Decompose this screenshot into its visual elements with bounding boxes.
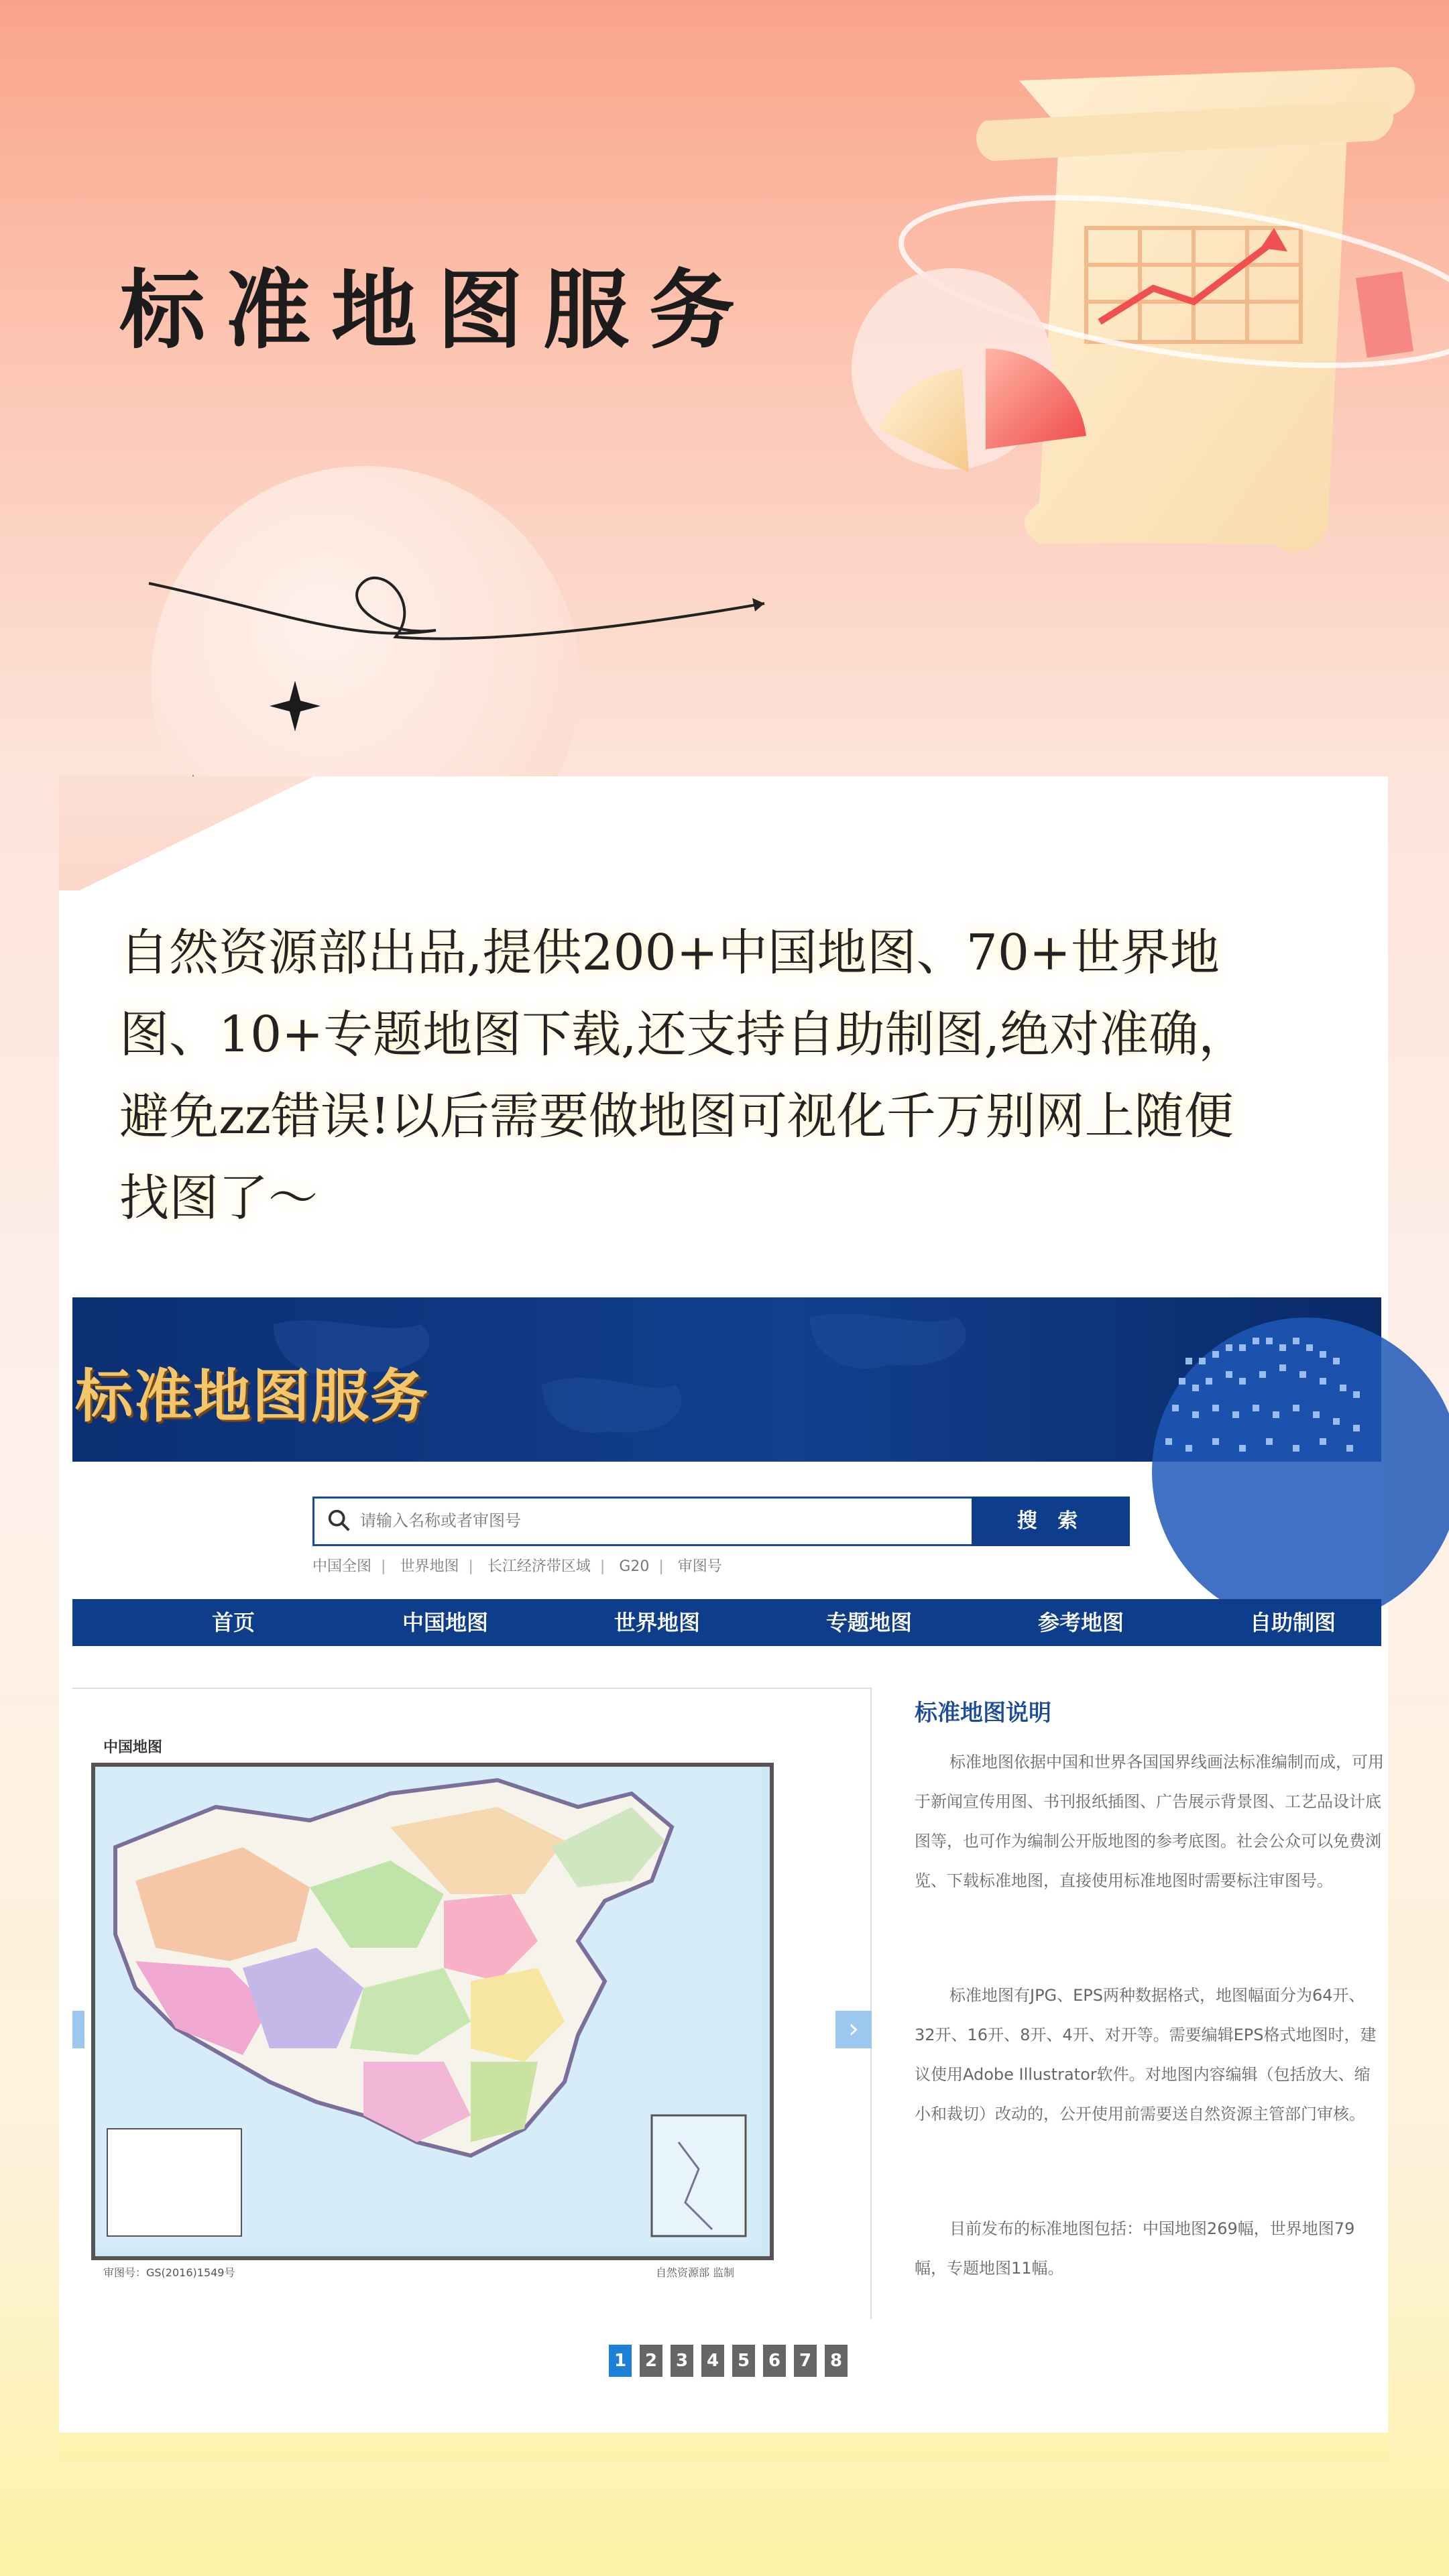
page-button[interactable]: 4 xyxy=(701,2345,724,2377)
nav-custom-map[interactable]: 自助制图 xyxy=(1249,1610,1336,1635)
nav-home[interactable]: 首页 xyxy=(211,1610,255,1635)
description-paragraph: 目前发布的标准地图包括：中国地图269幅，世界地图79幅，专题地图11幅。 xyxy=(915,2219,1355,2278)
main-nav xyxy=(72,1599,1381,1646)
document-chart-illustration xyxy=(818,60,1435,570)
page-button[interactable]: 1 xyxy=(609,2345,632,2377)
nav-thematic-map[interactable]: 专题地图 xyxy=(825,1610,912,1635)
website-screenshot xyxy=(72,1297,1384,2371)
quick-links xyxy=(312,1555,732,1576)
china-map-graphic xyxy=(95,1767,762,2248)
search-button[interactable]: 搜 索 xyxy=(972,1497,1130,1546)
page-button[interactable]: 7 xyxy=(794,2345,817,2377)
description-paragraph: 标准地图依据中国和世界各国国界线画法标准编制而成，可用于新闻宣传用图、书刊报纸插图、广告展示背景图、工艺品设计底图等，也可作为编制公开版地图的参考底图。社会公众可以免费浏览、下载标准地图，直接使用标准地图时需要标注审图号。 xyxy=(915,1753,1384,1890)
separator: | xyxy=(468,1558,473,1575)
intro-text: 自然资源部出品,提供200+中国地图、70+世界地图、10+专题地图下载,还支持自助制图,绝对准确，避免zz错误!以后需要做地图可视化千万别网上随便找图了～ xyxy=(119,924,1249,1227)
search-icon xyxy=(327,1508,352,1533)
site-banner xyxy=(72,1297,1381,1462)
page-button[interactable]: 3 xyxy=(671,2345,693,2377)
page-button[interactable]: 2 xyxy=(640,2345,662,2377)
map-review-number: 审图号：GS(2016)1549号 xyxy=(103,2266,235,2279)
page-button[interactable]: 6 xyxy=(763,2345,786,2377)
page-button[interactable]: 5 xyxy=(732,2345,755,2377)
quick-link-yangtze[interactable]: 长江经济带区域 xyxy=(487,1558,591,1575)
nav-china-map[interactable]: 中国地图 xyxy=(402,1610,488,1635)
nav-world-map[interactable]: 世界地图 xyxy=(614,1610,700,1635)
map-carousel xyxy=(72,1688,872,2371)
carousel-pagination xyxy=(609,2345,856,2377)
quick-link-review-number[interactable]: 审图号 xyxy=(677,1558,722,1575)
separator: | xyxy=(599,1558,605,1575)
page-button[interactable]: 8 xyxy=(825,2345,848,2377)
china-map-image[interactable] xyxy=(91,1763,774,2260)
banner-title: 标准地图服务 xyxy=(75,1363,429,1430)
separator: | xyxy=(658,1558,664,1575)
quick-link-world[interactable]: 世界地图 xyxy=(400,1558,459,1575)
page-title: 标准地图服务 xyxy=(119,261,756,361)
carousel-prev-button[interactable] xyxy=(72,2011,84,2048)
quick-link-china[interactable]: 中国全图 xyxy=(312,1558,372,1575)
map-label: 中国地图 xyxy=(103,1739,163,1756)
separator: | xyxy=(381,1558,386,1575)
search-box[interactable] xyxy=(312,1497,987,1546)
chevron-right-icon: › xyxy=(848,2013,859,2044)
search-input[interactable] xyxy=(359,1504,965,1539)
map-publisher: 自然资源部 监制 xyxy=(656,2266,735,2279)
description-paragraph: 标准地图有JPG、EPS两种数据格式，地图幅面分为64开、32开、16开、8开、4开、对开等。需要编辑EPS格式地图时，建议使用Adobe Illustrator软件。对地图内容编辑（包括放大、缩小和裁切）改动的，公开使用前需要送自然资源主管部门审核。 xyxy=(915,1986,1377,2123)
card-bottom-band xyxy=(59,2433,1388,2459)
quick-link-g20[interactable]: G20 xyxy=(619,1558,650,1575)
carousel-next-button[interactable] xyxy=(835,2011,872,2048)
nav-reference-map[interactable]: 参考地图 xyxy=(1037,1610,1124,1635)
description-title: 标准地图说明 xyxy=(915,1700,1051,1726)
